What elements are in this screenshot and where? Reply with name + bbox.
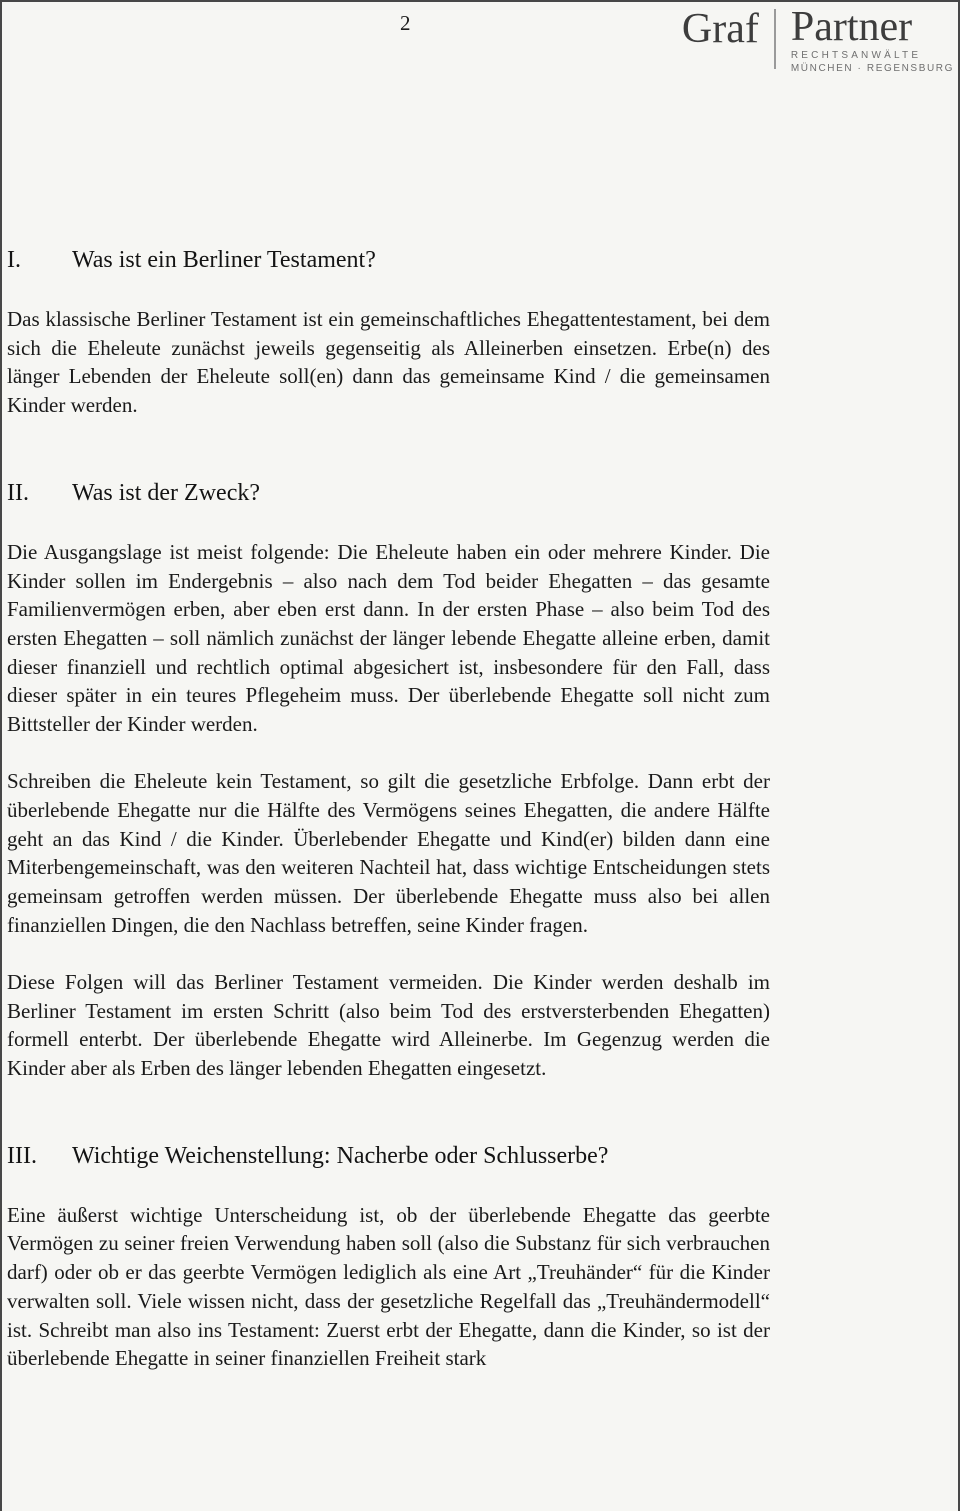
paragraph: Eine äußerst wichtige Unterscheidung ist, ob der überlebende Ehegatte das geerbte Vermögen zu seiner freien Verwendung haben soll (also die Substanz für sich verbrauchen darf) oder ob er das geerbte Vermögen lediglich als eine Art „Treuhänder“ für die Kinder verwalten soll. Viele wissen nicht, dass der gesetzliche Regelfall das „Treuhändermodell“ ist. Schreibt man also ins Testament: Zuerst erbt der Ehegatte, dann die Kinder, so ist der überlebende Ehegatte in seiner finanziellen Freiheit stark (7, 1202, 770, 1371)
heading-numeral: II. (7, 479, 29, 506)
heading-numeral: III. (7, 1142, 37, 1169)
law-firm-logo (681, 4, 954, 74)
section-heading-3 (7, 1141, 770, 1171)
logo-graf-text: Graf (681, 6, 759, 52)
heading-title: Wichtige Weichenstellung: Nacherbe oder Schlusserbe? (72, 1142, 609, 1169)
logo-subtitle-cities: MÜNCHEN · REGENSBURG (790, 63, 954, 74)
logo-subtitle-rechtsanwaelte: RECHTSANWÄLTE (790, 50, 922, 61)
paragraph: Schreiben die Eheleute kein Testament, so gilt die gesetzliche Erbfolge. Dann erbt der überlebende Ehegatte nur die Hälfte des Vermögens seines Ehegatten, die andere Hälfte geht an das Kind / die Kinder. Überlebender Ehegatte und Kind(er) bilden dann eine Miterbengemeinschaft, was den weiteren Nachteil hat, dass wichtige Entscheidungen stets gemeinsam getroffen werden müssen. Der überlebende Ehegatte muss also bei allen finanziellen Dingen, die den Nachlass betreffen, seine Kinder fragen. (7, 769, 770, 937)
paragraph: Das klassische Berliner Testament ist ein gemeinschaftliches Ehegattentestament, bei dem sich die Eheleute zunächst jeweils gegenseitig als Alleinerben einsetzen. Erbe(n) des länger Lebenden der Eheleute soll(en) dann das gemeinsame Kind / die gemeinsamen Kinder werden. (7, 307, 770, 418)
paragraph: Die Ausgangslage ist meist folgende: Die Eheleute haben ein oder mehrere Kinder. Die Kinder sollen im Endergebnis – also nach dem Tod beider Ehegatten – das gesamte Familienvermögen erben, aber eben erst dann. In der ersten Phase – also beim Tod des ersten Ehegatten – soll nämlich zunächst der länger lebende Ehegatte alleine erben, damit dieser finanziell und rechtlich optimal abgesichert ist, insbesondere für den Fall, dass dieser später in ein teures Pflegeheim muss. Der überlebende Ehegatte soll nicht zum Bittsteller der Kinder werden. (7, 539, 770, 737)
heading-title: Was ist der Zweck? (72, 479, 260, 506)
heading-numeral: I. (7, 247, 21, 273)
logo-partner-text: Partner (790, 4, 913, 50)
section-heading-1 (7, 245, 770, 275)
logo-right-block (776, 4, 954, 74)
page-number: 2 (400, 11, 411, 35)
document-body (2, 72, 958, 1401)
section-heading-2 (7, 478, 770, 508)
paragraph: Diese Folgen will das Berliner Testament vermeiden. Die Kinder werden deshalb im Berliner Testament im ersten Schritt (also beim Tod des erstversterbenden Ehegatten) formell enterbt. Der überlebende Ehegatte wird Alleinerbe. Im Gegenzug werden die Kinder aber als Erben des länger lebenden Ehegatten eingesetzt. (7, 969, 770, 1081)
heading-title: Was ist ein Berliner Testament? (72, 247, 376, 273)
page-header (2, 2, 958, 72)
